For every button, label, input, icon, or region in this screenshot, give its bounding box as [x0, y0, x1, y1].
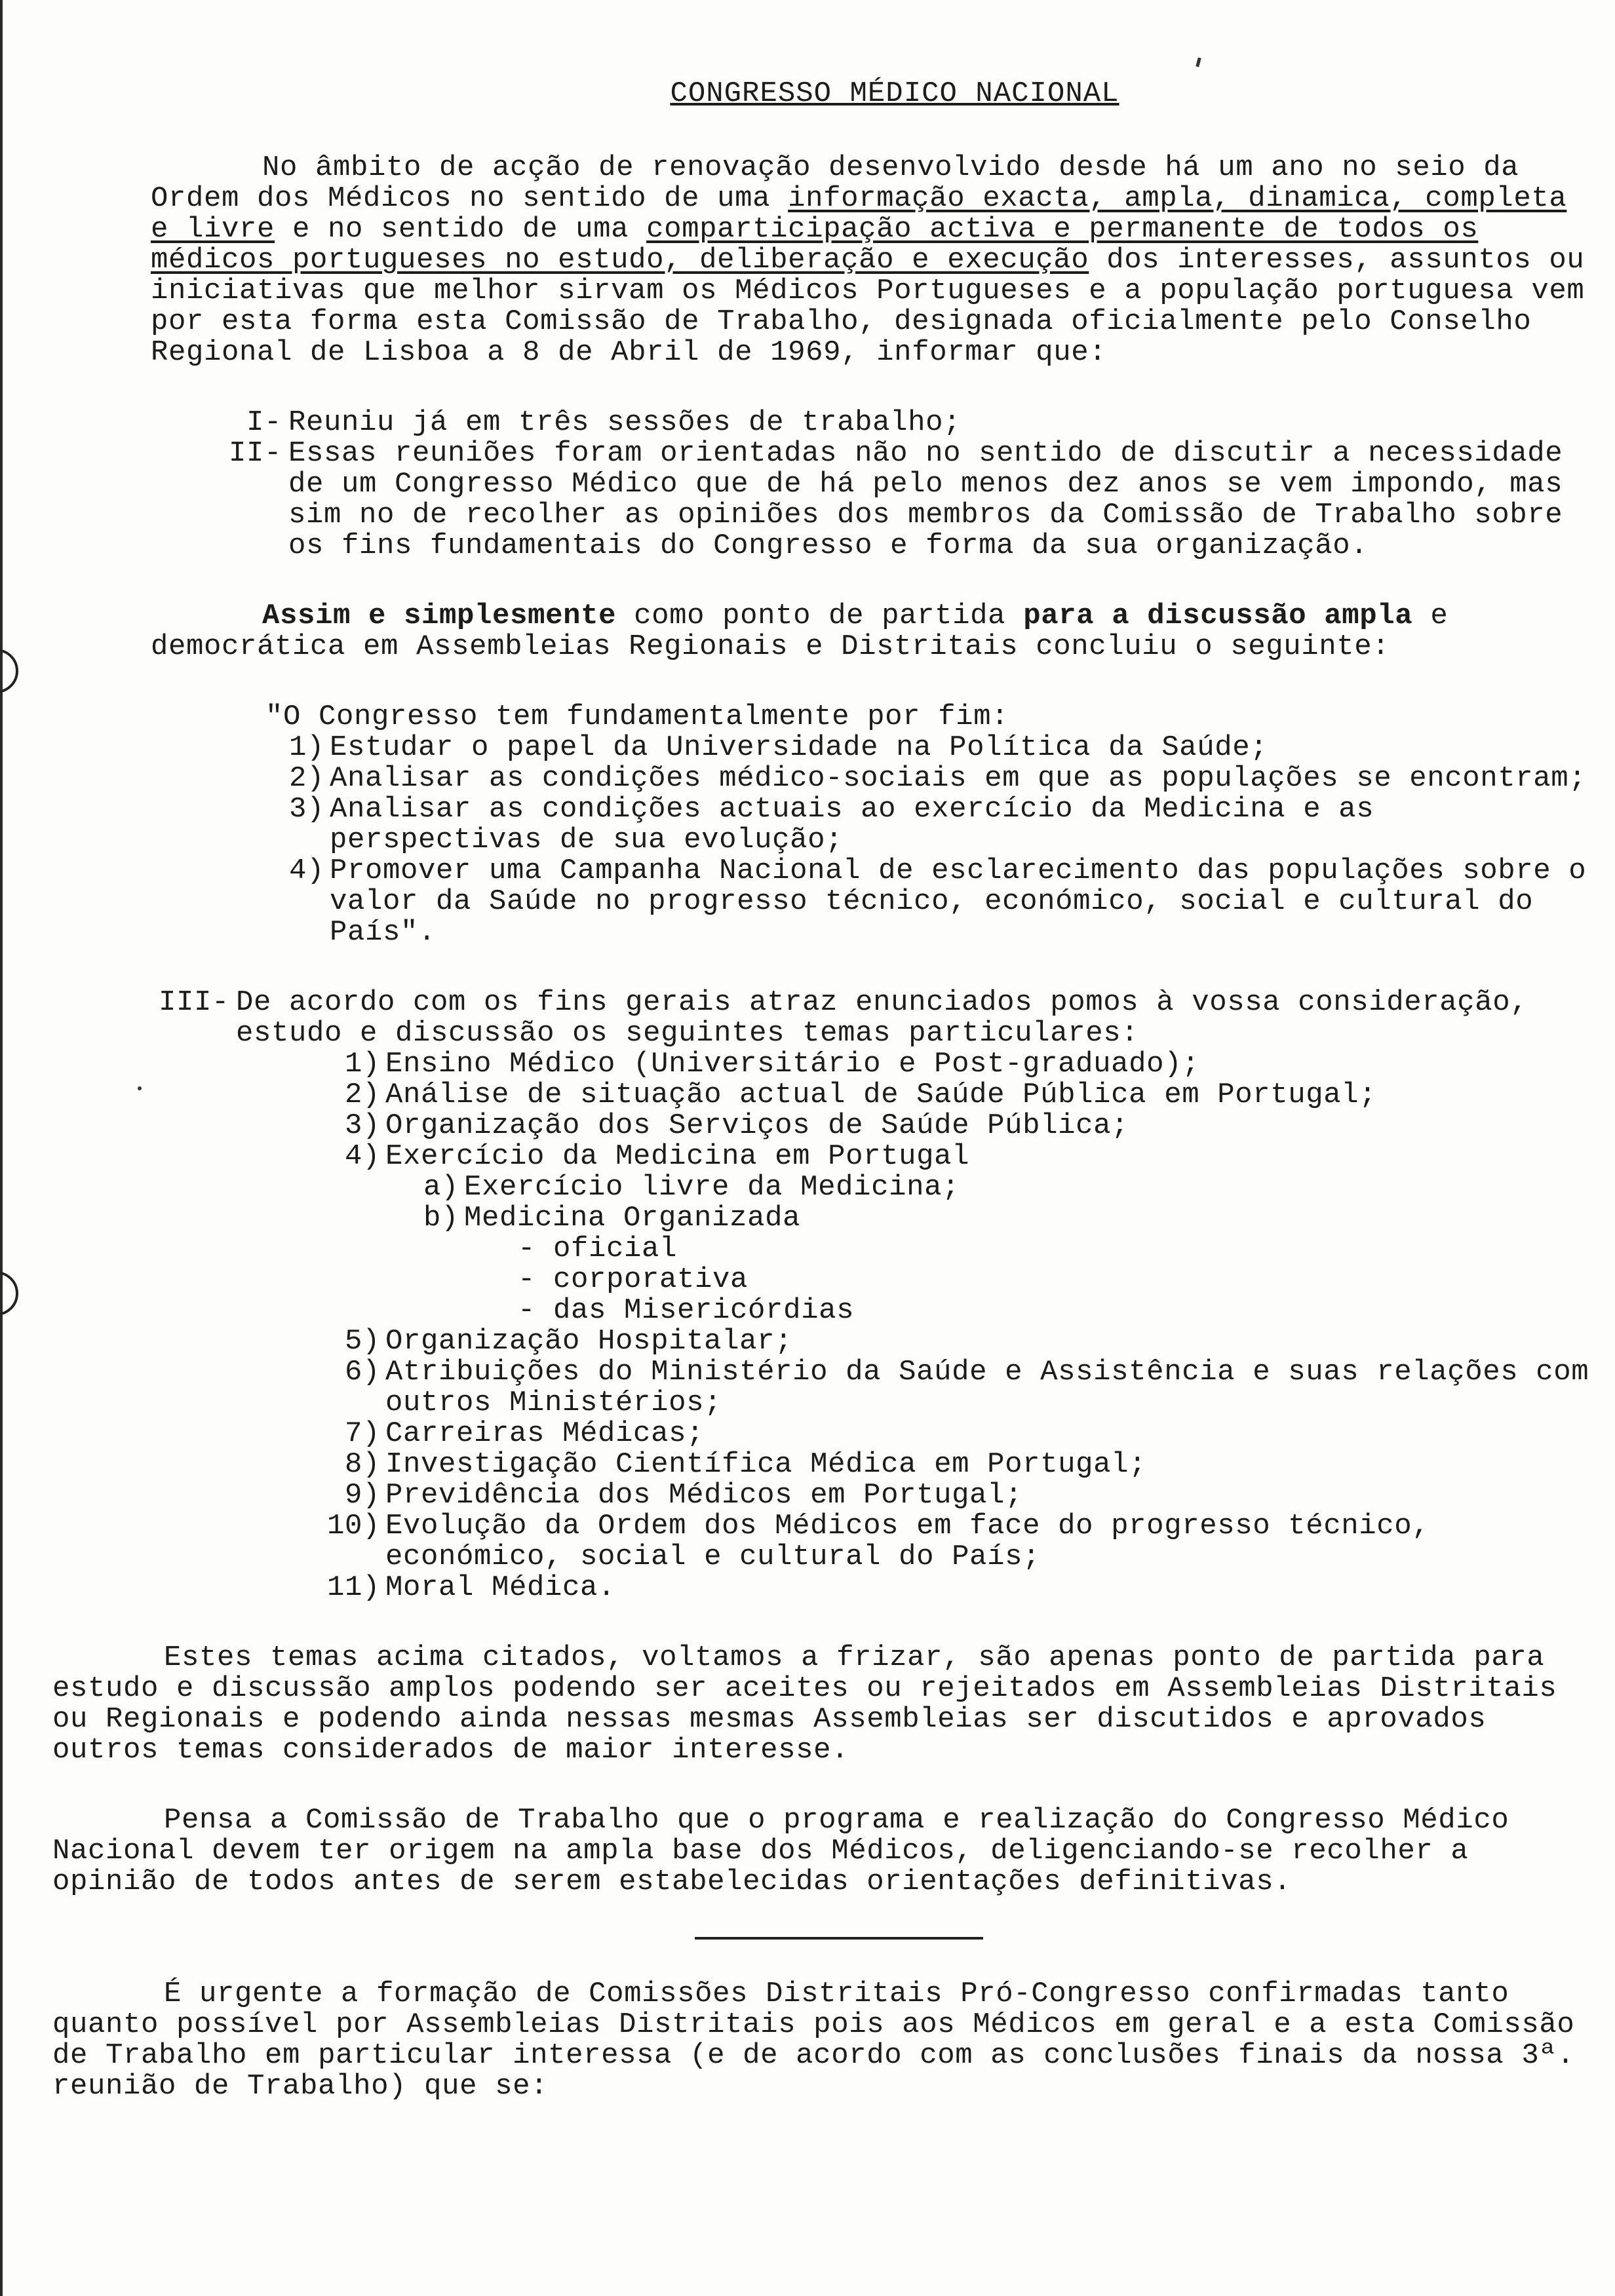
objective-number: 3) — [288, 793, 324, 826]
subsubtopic-item: - das Misericórdias — [518, 1294, 855, 1327]
objective-number: 2) — [288, 762, 324, 795]
topic4-sublist — [413, 1172, 1593, 1234]
punch-hole-top — [0, 649, 18, 693]
topic-text: Previdência dos Médicos em Portugal; — [385, 1479, 1023, 1512]
intro-paragraph — [151, 153, 1593, 368]
subtopic-text: Exercício livre da Medicina; — [464, 1171, 960, 1204]
topic-item — [315, 1111, 1593, 1141]
topic-text: Análise de situação actual de Saúde Pública em Portugal; — [385, 1079, 1377, 1111]
objectives-list — [265, 733, 1593, 948]
intro-text-3: dos interesses, assuntos ou iniciativas que melhor sirvam os Médicos Portugueses e a população portuguesa vem por esta forma esta Comissão de Trabalho, designada oficialmente pelo Conselho Regional de Lisboa a 8 de Abril de 1969, informar que: — [151, 244, 1585, 369]
roman-item — [151, 438, 1593, 562]
intro-underlined-1: informação exacta, ampla, dinamica, completa e livre — [151, 182, 1567, 246]
topic-text: Organização dos Serviços de Saúde Pública; — [385, 1109, 1129, 1142]
topic-number: 4) — [344, 1140, 380, 1173]
topic-text: Investigação Científica Médica em Portugal; — [385, 1448, 1147, 1481]
subsubtopic-item: - oficial — [518, 1233, 678, 1265]
objective-text: Promover uma Campanha Nacional de esclarecimento das populações sobre o valor da Saúde no progresso técnico, económico, social e cultural do País". — [330, 854, 1587, 949]
assim-bold-2: para a discussão ampla — [1023, 600, 1413, 632]
subtopic-text: Medicina Organizada — [464, 1202, 801, 1234]
ink-dot — [138, 1086, 142, 1090]
objective-item — [265, 794, 1593, 856]
topic-number: 8) — [344, 1448, 380, 1481]
section-iii — [72, 987, 1593, 1049]
roman-list — [151, 408, 1593, 562]
topic-number: 10) — [326, 1510, 380, 1542]
roman-item — [151, 408, 1593, 438]
roman-text: Essas reuniões foram orientadas não no sentido de discutir a necessidade de um Congresso Médico que de há pelo menos dez anos se vem impondo, mas sim no de recolher as opiniões dos membros da Comissão de Trabalho sobre os fins fundamentais do Congresso e forma da sua organização. — [288, 437, 1563, 562]
topic-text: Evolução da Ordem dos Médicos em face do progresso técnico, económico, social e cultural do País; — [385, 1510, 1430, 1573]
topic-number: 1) — [344, 1048, 380, 1081]
topic-number: 6) — [344, 1356, 380, 1388]
document-title: CONGRESSO MÉDICO NACIONAL — [670, 77, 1119, 110]
assim-paragraph — [151, 601, 1593, 662]
topic-text: Carreiras Médicas; — [385, 1417, 705, 1450]
objective-number: 1) — [288, 731, 324, 764]
intro-underlined-2: comparticipação activa e permanente de todos os médicos portugueses no estudo, deliberação e execução — [151, 213, 1479, 277]
topic-item — [315, 1080, 1593, 1111]
topic-number: 2) — [344, 1079, 380, 1111]
estes-paragraph: Estes temas acima citados, voltamos a frizar, são apenas ponto de partida para estudo e discussão amplos podendo ser aceites ou rejeitados em Assembleias Distritais ou Regionais e podendo ainda nessas mesmas Assembleias ser discutidos e aprovados outros temas considerados de maior interesse. — [52, 1641, 1557, 1767]
topic-item — [315, 1049, 1593, 1080]
topic-number: 3) — [344, 1109, 380, 1142]
assim-text-2: e democrática em Assembleias Regionais e Distritais concluiu o seguinte: — [151, 600, 1449, 663]
topic-item — [315, 1449, 1593, 1480]
roman-number: I- — [246, 406, 282, 439]
section-iii-text: De acordo com os fins gerais atraz enunciados pomos à vossa consideração, estudo e discussão os seguintes temas particulares: — [236, 986, 1528, 1050]
topic-number: 11) — [326, 1571, 380, 1604]
topics-list — [315, 1049, 1593, 1172]
document-body — [52, 77, 1593, 2103]
topic-item — [315, 1326, 1593, 1357]
objective-item — [265, 733, 1593, 763]
intro-text-2: e no sentido de uma — [275, 213, 647, 246]
topics-block — [315, 1049, 1593, 1603]
topic-text: Moral Médica. — [385, 1571, 616, 1604]
topic-text: Organização Hospitalar; — [385, 1325, 793, 1358]
urgente-paragraph: É urgente a formação de Comissões Distritais Pró-Congresso confirmadas tanto quanto possível por Assembleias Distritais pois aos Médicos em geral e a esta Comissão de Trabalho em particular interessa (e de acordo com as conclusões finais da nossa 3ª. reunião de Trabalho) que se: — [52, 1978, 1575, 2103]
topic-item — [315, 1480, 1593, 1511]
intro-text-1: No âmbito de acção de renovação desenvolvido desde há um ano no seio da Ordem dos Médicos no sentido de uma — [151, 151, 1519, 215]
topic-number: 5) — [344, 1325, 380, 1358]
objective-text: Analisar as condições médico-sociais em que as populações se encontram; — [330, 762, 1587, 795]
section-divider — [695, 1937, 983, 1940]
subtopic-letter: a) — [423, 1171, 459, 1204]
objective-item — [265, 763, 1593, 794]
roman-number: III- — [158, 986, 229, 1019]
topic-text: Exercício da Medicina em Portugal — [385, 1140, 970, 1173]
quote-intro: "O Congresso tem fundamentalmente por fim: — [265, 700, 1009, 733]
objective-number: 4) — [288, 854, 324, 887]
subtopic-item — [413, 1203, 1593, 1234]
topic-text: Ensino Médico (Universitário e Post-graduado); — [385, 1048, 1200, 1081]
topic-item — [315, 1357, 1593, 1419]
objective-item — [265, 856, 1593, 948]
topic-item — [315, 1419, 1593, 1449]
topic-number: 7) — [344, 1417, 380, 1450]
page-edge — [0, 0, 3, 2296]
assim-text-1: como ponto de partida — [616, 600, 1024, 632]
topic-number: 9) — [344, 1479, 380, 1512]
objective-text: Estudar o papel da Universidade na Política da Saúde; — [330, 731, 1268, 764]
subtopic-letter: b) — [423, 1202, 459, 1234]
roman-number: II- — [228, 437, 282, 470]
punch-hole-bottom — [0, 1271, 18, 1316]
objective-text: Analisar as condições actuais ao exercício da Medicina e as perspectivas de sua evolução; — [330, 793, 1374, 856]
topic-item — [315, 1141, 1593, 1172]
roman-text: Reuniu já em três sessões de trabalho; — [288, 406, 962, 439]
subtopic-item — [413, 1172, 1593, 1203]
topic-item — [315, 1511, 1593, 1573]
subsubtopic-item: - corporativa — [518, 1263, 749, 1296]
topic-text: Atribuições do Ministério da Saúde e Assistência e suas relações com outros Ministérios; — [385, 1356, 1589, 1419]
topics-list-continued — [315, 1326, 1593, 1603]
assim-bold-1: Assim e simplesmente — [262, 600, 617, 632]
topic-item — [315, 1573, 1593, 1603]
pensa-paragraph: Pensa a Comissão de Trabalho que o programa e realização do Congresso Médico Nacional devem ter origem na ampla base dos Médicos, deligenciando-se recolher a opinião de todos antes de serem estabelecidas orientações definitivas. — [52, 1804, 1509, 1898]
ink-mark — [1196, 58, 1201, 67]
topic4b-sublist — [518, 1234, 1593, 1326]
